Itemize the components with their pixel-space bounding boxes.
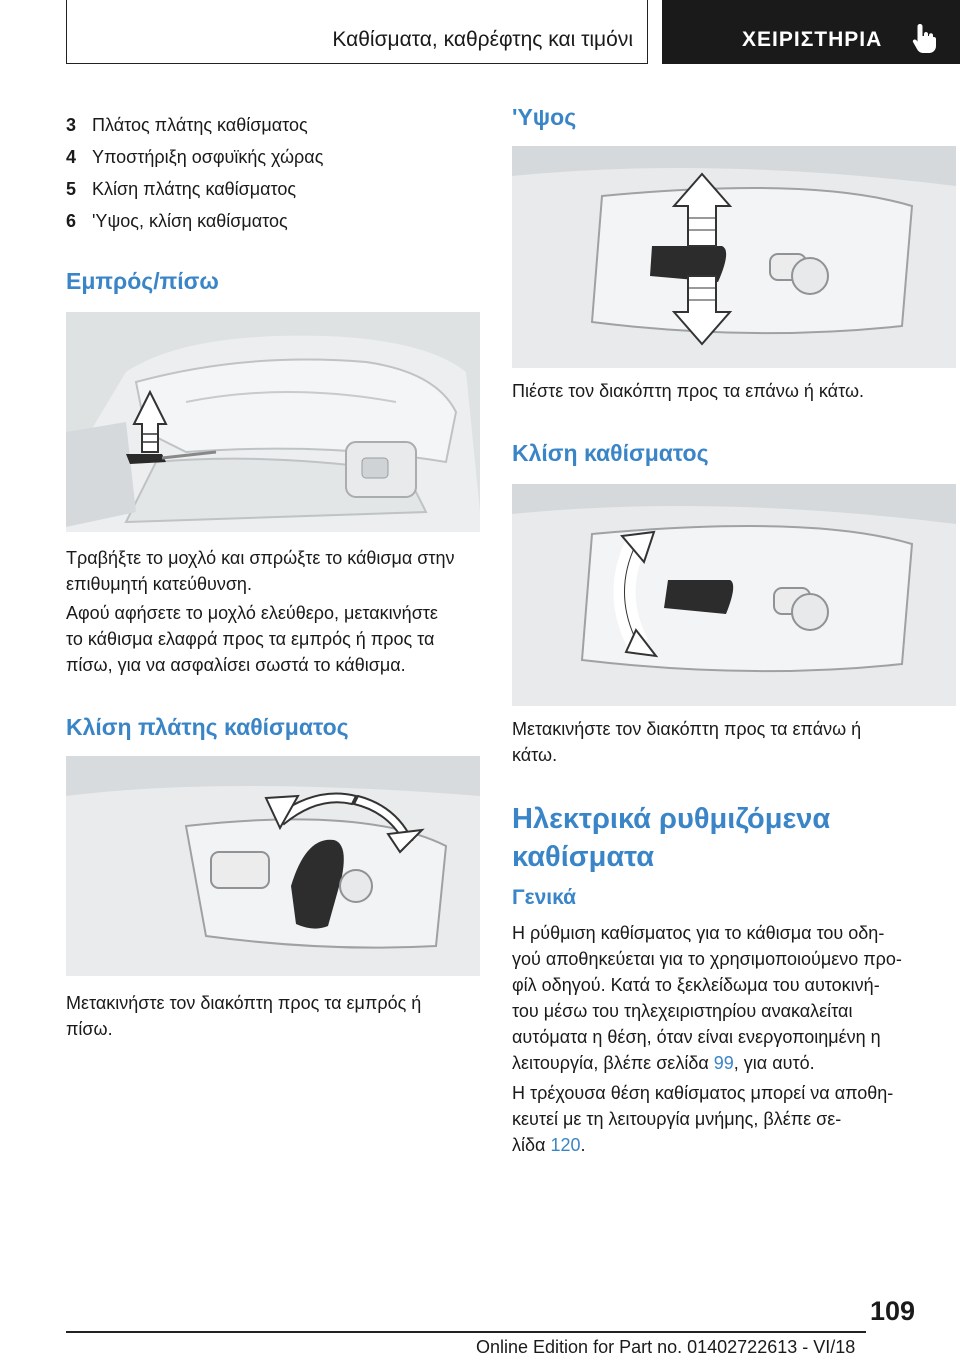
text-line: Αφού αφήσετε το μοχλό ελεύθερο, μετακινήστε xyxy=(66,603,438,623)
list-number: 6 xyxy=(66,211,77,231)
page-number: 109 xyxy=(870,1296,916,1326)
text-line xyxy=(512,1050,956,1076)
text-line: Η τρέχουσα θέση καθίσματος μπορεί να αποθη- xyxy=(512,1083,894,1103)
heading-line: καθίσματα xyxy=(512,841,655,873)
heading-line: Ηλεκτρικά ρυθμιζόμενα xyxy=(512,803,831,835)
header-chapter-box xyxy=(662,0,960,64)
height-illustration xyxy=(512,146,956,368)
text-line: αυτόματα η θέση, όταν είναι ενεργοποιημένη η xyxy=(512,1027,881,1047)
text-line: φίλ οδηγού. Κατά το ξεκλείδωμα του αυτοκινή- xyxy=(512,975,880,995)
text-line: κάτω. xyxy=(512,745,558,765)
page-link-120[interactable]: 120 xyxy=(550,1135,581,1155)
text-line: Μετακινήστε τον διακόπτη προς τα εμπρός ή xyxy=(66,993,422,1013)
heading-backrest-tilt: Κλίση πλάτης καθίσματος xyxy=(66,714,349,740)
fore-aft-paragraph-2 xyxy=(66,600,480,678)
text-line: του μέσω του τηλεχειριστηρίου ανακαλείται xyxy=(512,1001,853,1021)
seat-tilt-paragraph xyxy=(512,716,956,768)
text-line: γού αποθηκεύεται για το χρησιμοποιούμενο προ- xyxy=(512,949,902,969)
text-line: Τραβήξτε το μοχλό και σπρώξτε το κάθισμα στην xyxy=(66,548,455,568)
text-line xyxy=(512,1132,956,1158)
text-line: Μετακινήστε τον διακόπτη προς τα επάνω ή xyxy=(512,719,862,739)
height-paragraph: Πιέστε τον διακόπτη προς τα επάνω ή κάτω. xyxy=(512,381,865,401)
heading-height: 'Υψος xyxy=(512,104,577,130)
text-line: πίσω, για να ασφαλίσει σωστά το κάθισμα. xyxy=(66,655,406,675)
text-fragment: . xyxy=(580,1135,586,1155)
footer-rule xyxy=(66,1331,866,1333)
header-section-box xyxy=(66,0,648,64)
header-section-title: Καθίσματα, καθρέφτης και τιμόνι xyxy=(332,28,633,51)
list-number: 3 xyxy=(66,115,77,135)
text-line: κευτεί με τη λειτουργία μνήμης, βλέπε σε- xyxy=(512,1109,842,1129)
text-fragment: λίδα xyxy=(512,1135,551,1155)
electric-paragraph-2 xyxy=(512,1080,956,1158)
text-fragment: λειτουργία, βλέπε σελίδα xyxy=(512,1053,714,1073)
list-text: Πλάτος πλάτης καθίσματος xyxy=(92,115,308,135)
list-number: 4 xyxy=(66,147,77,167)
list-number: 5 xyxy=(66,179,77,199)
electric-paragraph-1 xyxy=(512,920,956,1076)
text-line: το κάθισμα ελαφρά προς τα εμπρός ή προς τα xyxy=(66,629,435,649)
heading-seat-tilt: Κλίση καθίσματος xyxy=(512,440,709,466)
list-text: Κλίση πλάτης καθίσματος xyxy=(92,179,297,199)
heading-fore-aft: Εμπρός/πίσω xyxy=(66,268,219,294)
header-chapter-title: ΧΕΙΡΙΣΤΗΡΙΑ xyxy=(742,28,883,51)
text-fragment: , για αυτό. xyxy=(733,1053,815,1073)
backrest-paragraph xyxy=(66,990,480,1042)
list-text: Υποστήριξη οσφυϊκής χώρας xyxy=(92,147,324,167)
list-text: 'Υψος, κλίση καθίσματος xyxy=(92,211,288,231)
hand-pointer-icon xyxy=(910,22,940,54)
footer-edition: Online Edition for Part no. 01402722613 - VI/18 xyxy=(476,1337,856,1357)
heading-electric-seats xyxy=(512,800,830,876)
fore-aft-paragraph-1 xyxy=(66,545,480,597)
text-line: επιθυμητή κατεύθυνση. xyxy=(66,574,252,594)
subheading-general: Γενικά xyxy=(512,886,577,909)
page-link-99[interactable]: 99 xyxy=(713,1053,734,1073)
seat-tilt-illustration xyxy=(512,484,956,706)
text-line: πίσω. xyxy=(66,1019,113,1039)
backrest-tilt-illustration xyxy=(66,756,480,976)
fore-aft-illustration xyxy=(66,312,480,532)
text-line: Η ρύθμιση καθίσματος για το κάθισμα του οδη- xyxy=(512,923,885,943)
